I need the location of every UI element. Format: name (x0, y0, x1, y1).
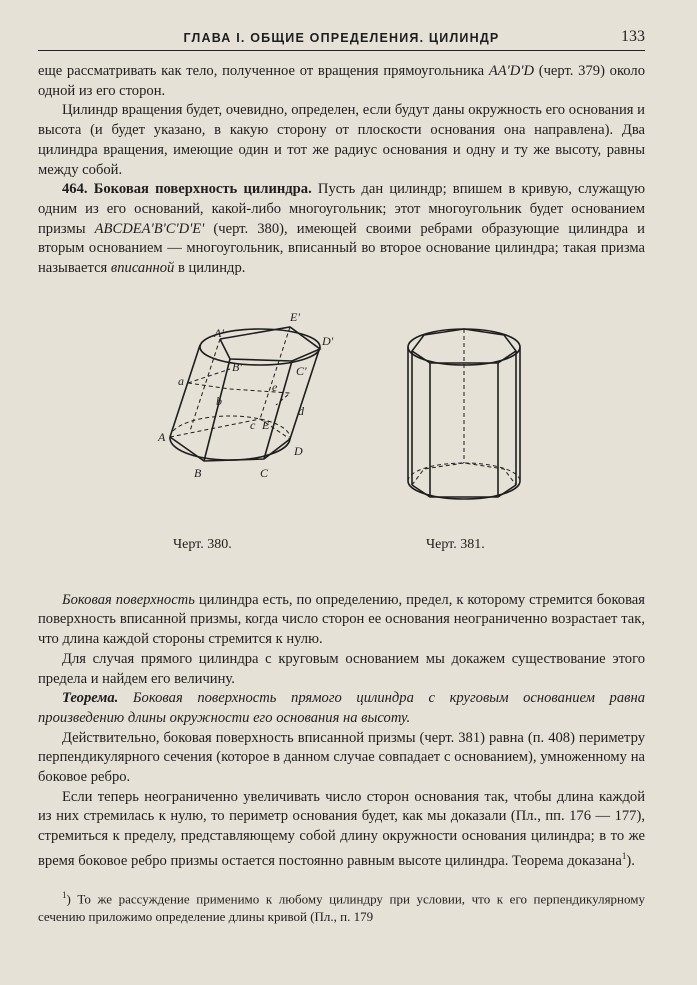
label-E-prime: E' (290, 309, 300, 324)
section-paragraph: 464. Боковая поверхность цилиндра. Пусть дан цилиндр; впишем в кривую, служащую одним из его оснований, какой-либо многоугольник; этот многоугольник будет основанием призмы ABCDEA'B'C'D'E' (черт. 380), имеющей своими ребрами образующие цилиндра и вторым основанием — многоугольник, вписанный во второе основание цилиндра; такая призма называется вписанной в цилиндр. (38, 181, 645, 277)
label-a: a (178, 373, 184, 388)
paragraph: Если теперь неограниченно увеличивать число сторон основания так, чтобы длина каждой из них стремилась к нулю, то периметр основания будет, как мы доказали (Пл., пп. 176 — 177), стремиться к пределу, представляющему собой длину окружности основания цилиндра; в то же время боковое ребро призмы остается постоянно равным высоте цилиндра. Теорема доказана$^1$). (38, 788, 645, 869)
label-E: E (262, 417, 270, 432)
label-B-prime: B' (232, 359, 242, 374)
figure-380-oblique-cylinder (130, 309, 334, 519)
label-d: d (298, 403, 304, 418)
label-A: A (158, 429, 166, 444)
paragraph: Для случая прямого цилиндра с круговым основанием мы докажем существование этого предела и найдем его величину. (38, 650, 645, 687)
footnote-number: 1 (62, 890, 67, 900)
label-B: B (194, 465, 202, 480)
page-header (38, 28, 645, 51)
caption-381: Черт. 381. (426, 536, 485, 552)
theorem-label: Теорема. (62, 690, 119, 707)
figures (38, 309, 645, 571)
section-number: 464. (62, 181, 88, 198)
paragraph: Цилиндр вращения будет, очевидно, определен, если будут даны окружность его основания и высота (и будет указано, в какую сторону от плоскости основания она направлена). Два цилиндра вращения, имеющие один и тот же радиус основания и одну и ту же высоту, равны между собой. (38, 102, 645, 178)
theorem-text: Боковая поверхность прямого цилиндра с круговым основанием равна произведению длины окружности его основания на высоту. (38, 690, 645, 726)
label-b: b (216, 393, 222, 408)
label-e: e (272, 379, 278, 394)
term: вписанной (110, 260, 175, 277)
term: Боковая поверхность (62, 591, 195, 608)
label-D: D (294, 443, 303, 458)
paragraph: Действительно, боковая поверхность вписанной призмы (черт. 381) равна (п. 408) периметру перпендикулярного сечения (которое в данном случае совпадает с основанием), умноженному на боковое ребро. (38, 729, 645, 786)
label-c: c (250, 417, 256, 432)
label-C: C (260, 465, 269, 480)
page-number: 133 (621, 28, 645, 45)
page-body (38, 62, 645, 871)
paragraph: еще рассматривать как тело, полученное от вращения прямоугольника AA'D'D (черт. 379) около одной из его сторон. (38, 63, 645, 99)
label-A-prime: A' (214, 325, 224, 340)
footnote-text: ) То же рассуждение применимо к любому цилиндру при условии, что к его перпендикулярному сечению приложимо определение длины кривой (Пл., п. 179 (38, 891, 645, 925)
footnote (38, 886, 645, 926)
theorem-paragraph (38, 689, 645, 728)
section-title: Боковая поверхность цилиндра. (93, 181, 312, 198)
label-D-prime: D' (322, 333, 334, 348)
footnote-mark: 1 (621, 850, 627, 861)
formula: ABCDEA'B'C'D'E' (94, 220, 205, 237)
label-C-prime: C' (296, 363, 307, 378)
caption-380: Черт. 380. (173, 536, 232, 552)
running-title: ГЛАВА I. ОБЩИЕ ОПРЕДЕЛЕНИЯ. ЦИЛИНДР (183, 31, 500, 45)
formula: AA'D'D (488, 63, 534, 79)
figure-381-right-cylinder (404, 319, 524, 519)
definition-paragraph: Боковая поверхность цилиндра есть, по определению, предел, к которому стремится боковая поверхность вписанной призмы, когда число сторон ее основания неограниченно возрастает так, что длина каждой стороны стремится к нулю. (38, 591, 645, 648)
